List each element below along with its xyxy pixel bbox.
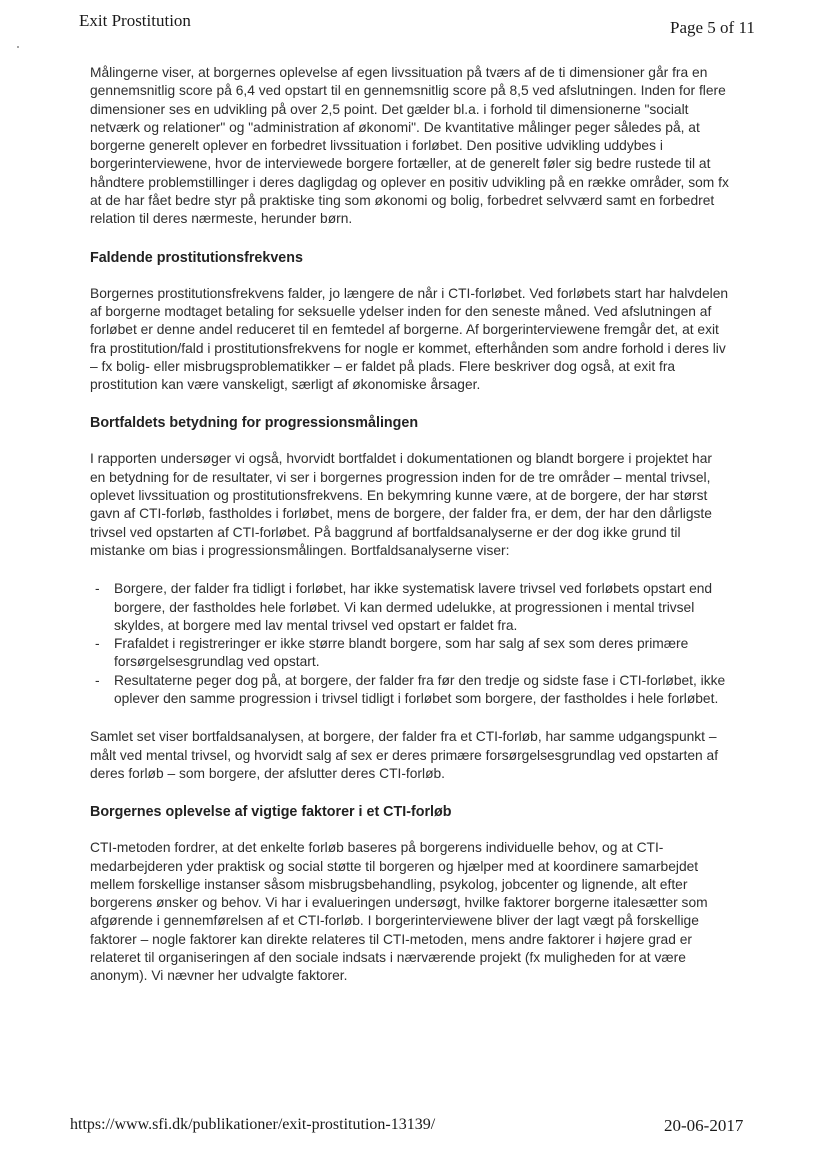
document-body	[90, 64, 730, 1006]
list-item-text: Borgere, der falder fra tidligt i forløbet, har ikke systematisk lavere trivsel ved forløbets opstart end borgere, der fastholdes hele forløbet. Vi kan dermed udelukke, at progressionen i mental trivsel skyldes, at borgere med lav mental trivsel ved opstart er faldet fra.	[114, 581, 713, 633]
section-conclusion-dropout: Samlet set viser bortfaldsanalysen, at borgere, der falder fra et CTI-forløb, har samme udgangspunkt – målt ved mental trivsel, og hvorvidt salg af sex er deres primære forsørgelsesgrundlag ved opstarten af deres forløb – som borgere, der afslutter deres CTI-forløb.	[90, 729, 719, 781]
section-heading-dropout: Bortfaldets betydning for progressionsmålingen	[90, 415, 419, 432]
list-item	[90, 580, 730, 635]
header-title: Exit Prostitution	[79, 11, 191, 30]
dropout-findings-list	[90, 580, 730, 708]
list-dash: -	[95, 672, 100, 688]
footer-date: 20-06-2017	[664, 1116, 744, 1135]
list-item-text: Frafaldet i registreringer er ikke større blandt borgere, som har salg af sex som deres primære forsørgelsesgrundlag ved opstart.	[114, 636, 689, 670]
section-heading-important-factors: Borgernes oplevelse af vigtige faktorer i et CTI-forløb	[90, 804, 452, 821]
section-paragraph-prostitution-frequency: Borgernes prostitutionsfrekvens falder, jo længere de når i CTI-forløbet. Ved forløbets start har halvdelen af borgerne modtaget betaling for seksuelle ydelser inden for den seneste måned. Ved afslutningen af forløbet er denne andel reduceret til en femtedel af borgerne. Af borgerinterviewene fremgår det, at exit fra prostitution/fald i prostitutionsfrekvens for nogle er kommet, efterhånden som andre forhold i deres liv – fx bolig- eller misbrugsproblematikker – er faldet på plads. Flere beskriver dog også, at exit fra prostitution kan være vanskeligt, særligt af økonomiske årsager.	[90, 285, 729, 393]
scan-speck	[17, 46, 19, 48]
list-dash: -	[95, 581, 100, 597]
list-item	[90, 635, 730, 672]
list-item	[90, 672, 730, 709]
header-page-number: Page 5 of 11	[670, 18, 755, 37]
intro-paragraph: Målingerne viser, at borgernes oplevelse af egen livssituation på tværs af de ti dimensioner går fra en gennemsnitlig score på 6,4 ved opstart til en gennemsnitlig score på 8,5 ved afslutningen. Inden for flere dimensioner ses en udvikling på over 2,5 point. Det gælder bl.a. i forhold til dimensionerne "socialt netværk og relationer" og "administration af økonomi". De kvantitative målinger peger således på, at borgerne generelt oplever en forbedret livssituation i forløbet. Den positive udvikling uddybes i borgerinterviewene, hvor de interviewede borgere fortæller, at de generelt føler sig bedre rustede til at håndtere problemstillinger i deres dagligdag og oplever en positiv udvikling på en række områder, som fx at de har fået bedre styr på praktiske ting som økonomi og bolig, forbedret selvværd samt en forbedret relation til deres nærmeste, herunder børn.	[90, 65, 729, 227]
section-paragraph-dropout: I rapporten undersøger vi også, hvorvidt bortfaldet i dokumentationen og blandt borgere i projektet har en betydning for de resultater, vi ser i borgernes progression inden for de tre områder – mental trivsel, oplevet livssituation og prostitutionsfrekvens. En bekymring kunne være, at de borgere, der har størst gavn af CTI-forløb, fastholdes i forløbet, mens de borgere, der falder fra, er dem, der har den dårligste trivsel ved opstarten af CTI-forløbet. På baggrund af bortfaldsanalyserne er der dog ikke grund til mistanke om bias i progressionsmålingen. Bortfaldsanalyserne viser:	[90, 451, 712, 558]
list-dash: -	[95, 636, 100, 652]
section-heading-prostitution-frequency: Faldende prostitutionsfrekvens	[90, 249, 303, 266]
section-paragraph-important-factors: CTI-metoden fordrer, at det enkelte forløb baseres på borgerens individuelle behov, og at CTI-medarbejderen yder praktisk og social støtte til borgeren og hjælper med at koordinere samarbejdet mellem forskellige instanser såsom misbrugsbehandling, psykolog, jobcenter og lignende, alt efter borgerens ønsker og behov. Vi har i evalueringen undersøgt, hvilke faktorer borgerne italesætter som afgørende i gennemførelsen af et CTI-forløb. I borgerinterviewene bliver der lagt vægt på forskellige faktorer – nogle faktorer kan direkte relateres til CTI-metoden, mens andre faktorer i højere grad er relateret til organiseringen af den sociale indsats i nærværende projekt (fx muligheden for at være anonym). Vi nævner her udvalgte faktorer.	[90, 840, 708, 984]
footer-url: https://www.sfi.dk/publikationer/exit-prostitution-13139/	[70, 1116, 436, 1133]
list-item-text: Resultaterne peger dog på, at borgere, der falder fra før den tredje og sidste fase i CTI-forløbet, ikke oplever den samme progression i trivsel tidligt i forløbet som borgere, der fastholdes i hele forløbet.	[114, 672, 726, 707]
